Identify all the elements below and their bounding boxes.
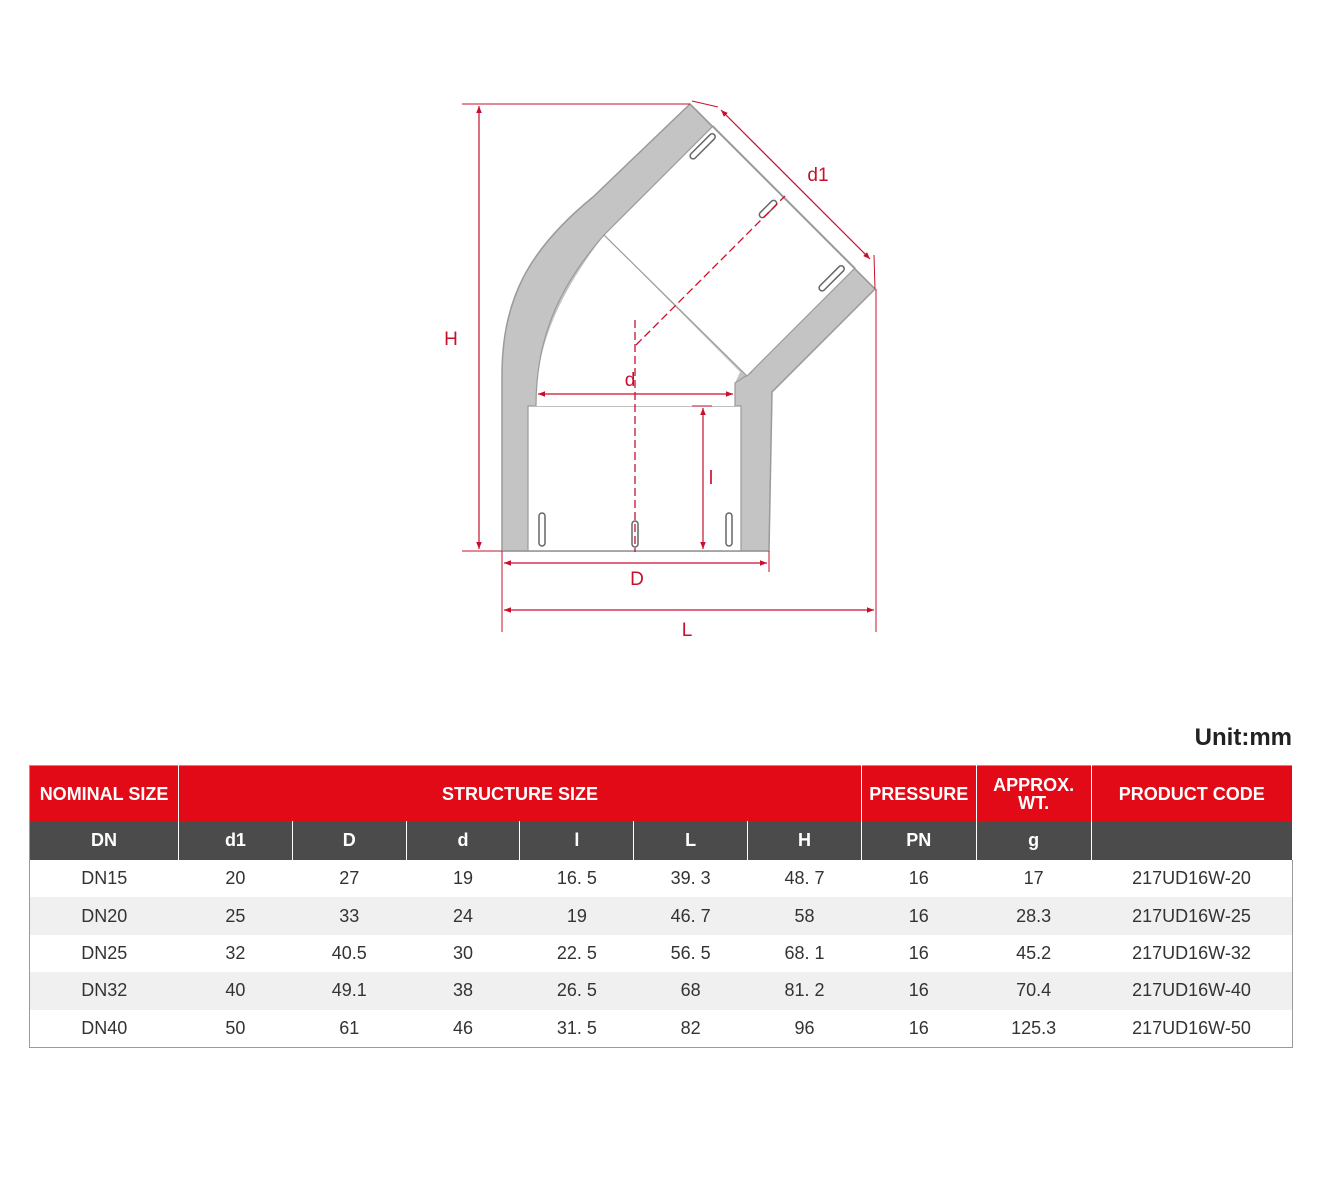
cell-dn: DN40 (30, 1010, 179, 1048)
sub-header-row (30, 821, 1293, 860)
cell-dn: DN32 (30, 972, 179, 1009)
cell-l: 16. 5 (520, 860, 634, 897)
cell-pn: 16 (861, 972, 976, 1009)
dimension-D (502, 551, 769, 632)
cell-L: 46. 7 (634, 897, 748, 934)
cell-D: 27 (292, 860, 406, 897)
cell-d1: 50 (179, 1010, 293, 1048)
cell-weight: 125.3 (976, 1010, 1091, 1048)
label-H: H (444, 329, 458, 350)
subheader-H: H (748, 821, 862, 860)
cell-D: 33 (292, 897, 406, 934)
cell-product-code: 217UD16W-25 (1091, 897, 1293, 934)
cell-H: 68. 1 (748, 935, 862, 972)
cell-product-code: 217UD16W-40 (1091, 972, 1293, 1009)
cell-dn: DN15 (30, 860, 179, 897)
cell-l: 26. 5 (520, 972, 634, 1009)
subheader-code (1091, 821, 1293, 860)
unit-label: Unit:mm (1194, 724, 1292, 751)
cell-H: 81. 2 (748, 972, 862, 1009)
subheader-L: L (634, 821, 748, 860)
header-product-code: PRODUCT CODE (1091, 766, 1293, 822)
cell-pn: 16 (861, 860, 976, 897)
cell-dn: DN20 (30, 897, 179, 934)
cell-product-code: 217UD16W-20 (1091, 860, 1293, 897)
cell-d1: 32 (179, 935, 293, 972)
cell-D: 61 (292, 1010, 406, 1048)
cell-pn: 16 (861, 897, 976, 934)
cell-dn: DN25 (30, 935, 179, 972)
cell-l: 31. 5 (520, 1010, 634, 1048)
cell-L: 82 (634, 1010, 748, 1048)
table-row (30, 972, 1293, 1009)
cell-pn: 16 (861, 935, 976, 972)
label-l: l (708, 468, 714, 489)
cell-H: 96 (748, 1010, 862, 1048)
cell-weight: 28.3 (976, 897, 1091, 934)
cell-L: 39. 3 (634, 860, 748, 897)
subheader-g: g (976, 821, 1091, 860)
cell-d: 30 (406, 935, 520, 972)
table-row (30, 897, 1293, 934)
cell-L: 56. 5 (634, 935, 748, 972)
label-d: d (624, 370, 636, 391)
cell-d: 24 (406, 897, 520, 934)
label-D: D (630, 569, 644, 590)
cell-d1: 20 (179, 860, 293, 897)
subheader-l: l (520, 821, 634, 860)
cell-pn: 16 (861, 1010, 976, 1048)
cell-H: 48. 7 (748, 860, 862, 897)
cell-L: 68 (634, 972, 748, 1009)
table-row (30, 935, 1293, 972)
group-header-row (30, 766, 1293, 822)
cell-product-code: 217UD16W-32 (1091, 935, 1293, 972)
cell-weight: 17 (976, 860, 1091, 897)
cell-D: 40.5 (292, 935, 406, 972)
cell-d: 19 (406, 860, 520, 897)
cell-d: 46 (406, 1010, 520, 1048)
label-d1: d1 (807, 165, 829, 186)
cell-l: 19 (520, 897, 634, 934)
subheader-d: d (406, 821, 520, 860)
cell-d1: 25 (179, 897, 293, 934)
table-row (30, 860, 1293, 897)
subheader-pn: PN (861, 821, 976, 860)
header-nominal-size: NOMINAL SIZE (30, 766, 179, 822)
table-body (30, 860, 1293, 1047)
cell-d: 38 (406, 972, 520, 1009)
cell-l: 22. 5 (520, 935, 634, 972)
subheader-dn: DN (30, 821, 179, 860)
subheader-D: D (292, 821, 406, 860)
cell-product-code: 217UD16W-50 (1091, 1010, 1293, 1048)
header-pressure: PRESSURE (861, 766, 976, 822)
cell-weight: 45.2 (976, 935, 1091, 972)
table-row (30, 1010, 1293, 1048)
cell-d1: 40 (179, 972, 293, 1009)
header-structure-size: STRUCTURE SIZE (179, 766, 862, 822)
specification-table (29, 765, 1293, 1048)
cell-H: 58 (748, 897, 862, 934)
subheader-d1: d1 (179, 821, 293, 860)
label-L: L (681, 620, 693, 641)
header-approx-weight: APPROX. WT. (976, 766, 1091, 822)
cell-D: 49.1 (292, 972, 406, 1009)
cell-weight: 70.4 (976, 972, 1091, 1009)
